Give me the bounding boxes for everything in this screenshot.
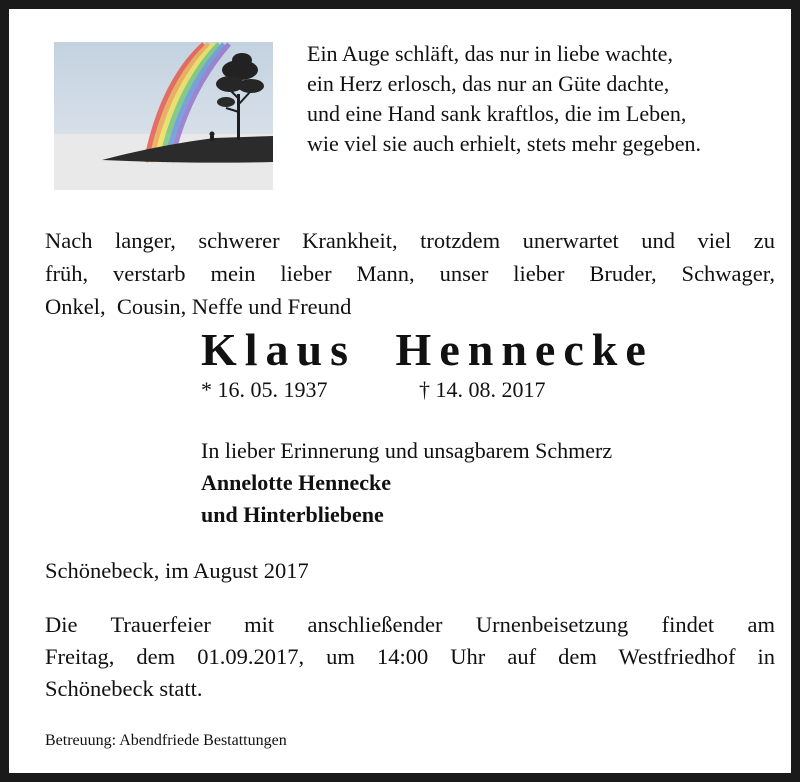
- deceased-name: Klaus Hennecke: [201, 324, 654, 375]
- birth-date: * 16. 05. 1937: [201, 377, 328, 402]
- funeral-details: [45, 609, 775, 705]
- funeral-line: Die Trauerfeier mit anschließender Urnenbeisetzung findet am: [45, 612, 775, 637]
- mourner-name: Annelotte Hennecke: [201, 470, 392, 495]
- mourner-others: und Hinterbliebene: [201, 502, 384, 527]
- funeral-line: Freitag, dem 01.09.2017, um 14:00 Uhr auf dem Westfriedhof in: [45, 644, 775, 669]
- death-announcement: [45, 224, 775, 323]
- announcement-line: Onkel, Cousin, Neffe und Freund: [45, 294, 352, 319]
- mourning-phrase: In lieber Erinnerung und unsagbarem Schmerz: [201, 438, 613, 463]
- mourners-block: [201, 435, 612, 531]
- announcement-line: früh, verstarb mein lieber Mann, unser lieber Bruder, Schwager,: [45, 261, 775, 286]
- funeral-home-credit: Betreuung: Abendfriede Bestattungen: [45, 732, 287, 749]
- memorial-poem: [307, 39, 787, 159]
- rainbow-tree-photo: [54, 42, 273, 190]
- poem-line: ein Herz erlosch, das nur an Güte dachte,: [307, 71, 670, 96]
- poem-line: wie viel sie auch erhielt, stets mehr gegeben.: [307, 131, 702, 156]
- announcement-line: Nach langer, schwerer Krankheit, trotzdem unerwartet und viel zu: [45, 228, 775, 253]
- poem-line: Ein Auge schläft, das nur in liebe wachte,: [307, 41, 673, 66]
- place-and-date: Schönebeck, im August 2017: [45, 558, 309, 583]
- funeral-line: Schönebeck statt.: [45, 676, 203, 701]
- death-date: † 14. 08. 2017: [419, 377, 546, 402]
- poem-line: und eine Hand sank kraftlos, die im Leben,: [307, 101, 687, 126]
